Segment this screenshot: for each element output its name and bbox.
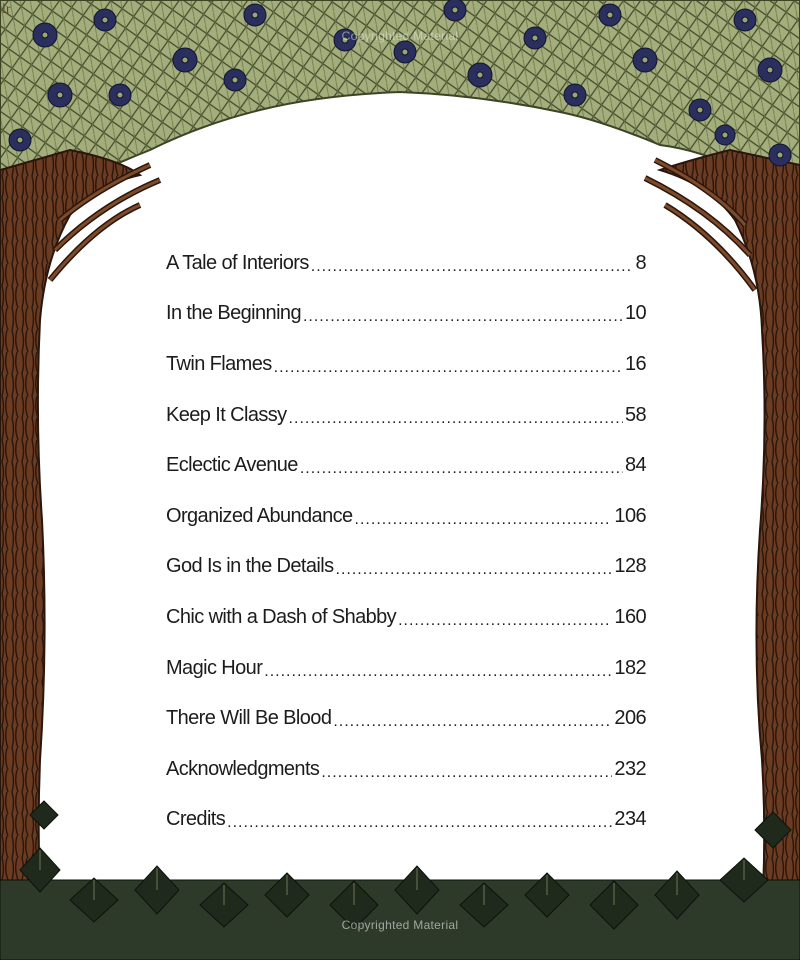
- toc-leader-dots: [300, 456, 623, 479]
- toc-leader-dots: [303, 304, 623, 327]
- corner-mark: lr: [2, 2, 11, 17]
- toc-leader-dots: [311, 254, 634, 277]
- toc-page-number: 10: [624, 302, 646, 325]
- toc-page-number: 182: [614, 656, 646, 679]
- toc-entry[interactable]: [166, 491, 646, 542]
- toc-leader-dots: [274, 355, 623, 378]
- toc-leader-dots: [398, 608, 612, 631]
- toc-page-number: 128: [614, 555, 646, 578]
- toc-title: In the Beginning: [166, 302, 301, 325]
- toc-title: There Will Be Blood: [166, 707, 332, 730]
- toc-page-number: 8: [635, 251, 646, 274]
- toc-entry[interactable]: [166, 693, 646, 744]
- toc-page-number: 16: [624, 352, 646, 375]
- toc-leader-dots: [264, 659, 612, 682]
- toc-entry[interactable]: [166, 339, 646, 390]
- toc-leader-dots: [333, 709, 612, 732]
- toc-page-number: 232: [614, 757, 646, 780]
- toc-leader-dots: [227, 810, 612, 833]
- toc-title: Organized Abundance: [166, 504, 353, 527]
- watermark-bottom: Copyrighted Material: [341, 918, 459, 932]
- toc-title: Magic Hour: [166, 656, 263, 679]
- toc-title: Credits: [166, 808, 226, 831]
- toc-page-number: 84: [624, 454, 646, 477]
- toc-title: Chic with a Dash of Shabby: [166, 605, 397, 628]
- toc-leader-dots: [321, 760, 612, 783]
- toc-page-number: 234: [614, 808, 646, 831]
- toc-entry[interactable]: [166, 238, 646, 289]
- toc-title: Acknowledgments: [166, 757, 320, 780]
- left-tree-trunk: [0, 150, 140, 960]
- toc-title: God Is in the Details: [166, 555, 334, 578]
- toc-entry[interactable]: [166, 643, 646, 694]
- toc-entry[interactable]: [166, 542, 646, 593]
- toc-entry[interactable]: [166, 440, 646, 491]
- watermark-top: Copyrighted Material: [341, 29, 459, 43]
- table-of-contents: [166, 238, 646, 845]
- toc-entry[interactable]: [166, 795, 646, 846]
- toc-title: Keep It Classy: [166, 403, 287, 426]
- toc-leader-dots: [355, 507, 613, 530]
- toc-page-number: 206: [614, 707, 646, 730]
- toc-page-number: 160: [614, 605, 646, 628]
- toc-entry[interactable]: [166, 592, 646, 643]
- toc-entry[interactable]: [166, 390, 646, 441]
- toc-title: Eclectic Avenue: [166, 454, 298, 477]
- toc-leader-dots: [336, 557, 613, 580]
- toc-entry[interactable]: [166, 289, 646, 340]
- toc-title: A Tale of Interiors: [166, 251, 309, 274]
- toc-leader-dots: [289, 406, 623, 429]
- toc-entry[interactable]: [166, 744, 646, 795]
- toc-page-number: 106: [614, 504, 646, 527]
- toc-title: Twin Flames: [166, 352, 272, 375]
- toc-page-number: 58: [624, 403, 646, 426]
